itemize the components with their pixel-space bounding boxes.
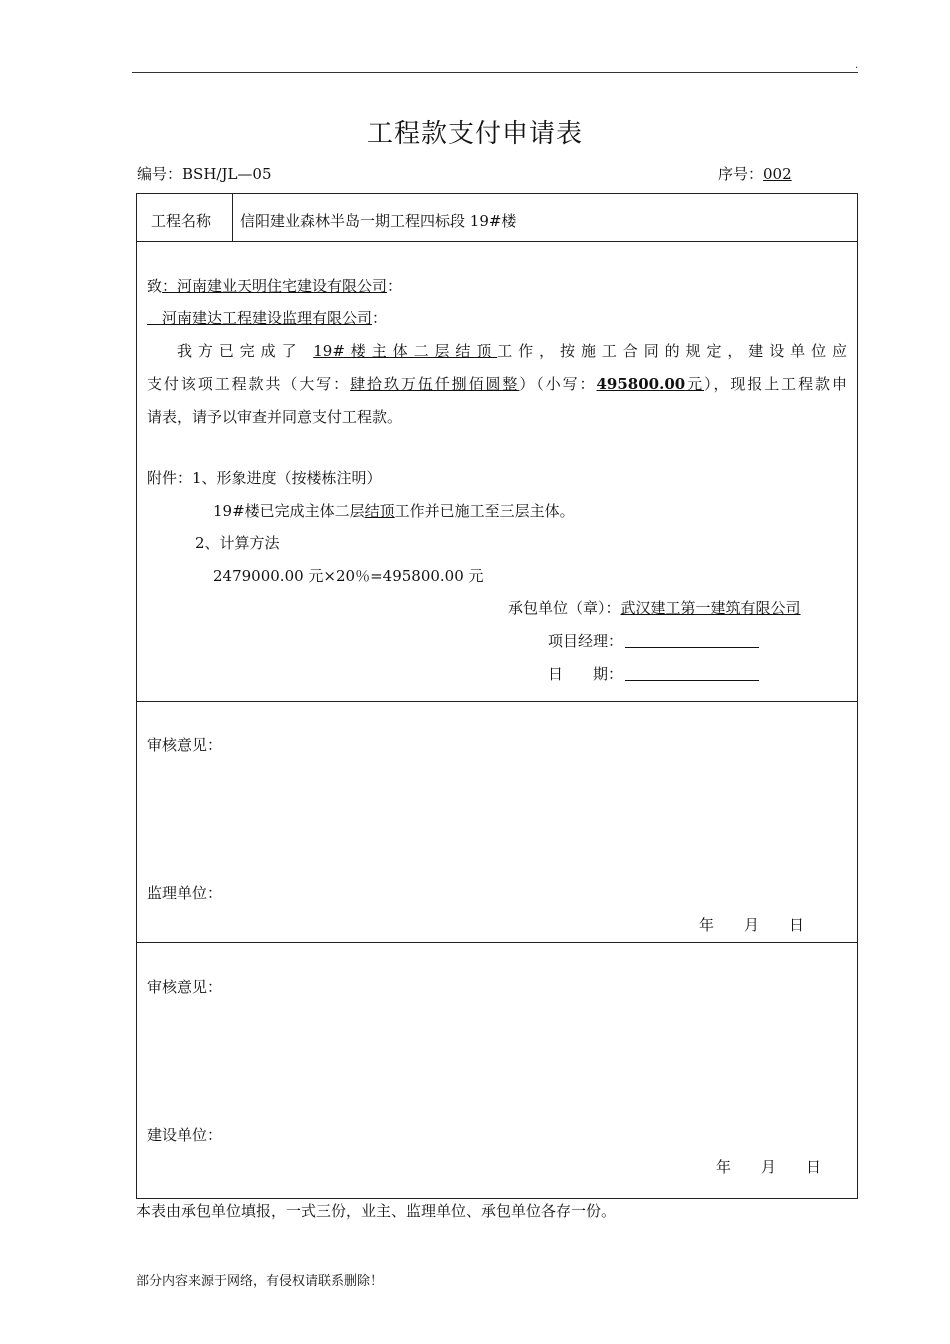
contractor-unit-value: 武汉建工第一建筑有限公司 bbox=[620, 599, 801, 617]
serial-number bbox=[718, 163, 792, 184]
request-text-e: ），现报上工程款申 bbox=[704, 375, 847, 393]
page-mark: . bbox=[855, 60, 859, 71]
amount-in-words: 肆拾玖万伍仟捌佰圆整 bbox=[350, 375, 520, 393]
completed-work: 19#楼主体二层结顶 bbox=[313, 342, 498, 360]
project-manager bbox=[548, 630, 759, 651]
supervisor-review-label: 审核意见： bbox=[147, 736, 223, 754]
supervisor-unit-label: 监理单位： bbox=[147, 884, 223, 902]
contractor-date-blank[interactable] bbox=[625, 666, 759, 681]
project-manager-label: 项目经理： bbox=[548, 632, 624, 650]
calculation-heading: 2、计算方法 bbox=[195, 534, 280, 552]
progress-text-underlined: 结顶 bbox=[364, 502, 395, 520]
form-code-label: 编号： bbox=[137, 165, 183, 183]
progress-text-a: 19#楼已完成主体二层 bbox=[213, 502, 365, 520]
supervisor-date: 年 月 日 bbox=[699, 916, 805, 934]
owner-unit-label: 建设单位： bbox=[147, 1126, 223, 1144]
contractor-date-label: 日 期： bbox=[548, 665, 624, 683]
amount-unit: 元 bbox=[685, 375, 705, 393]
disclaimer-footer: 部分内容来源于网络，有侵权请联系删除！ bbox=[136, 1274, 384, 1289]
request-paragraph-line-1 bbox=[177, 340, 847, 361]
owner-review-label: 审核意见： bbox=[147, 978, 223, 996]
request-text-d: ）（小写： bbox=[519, 375, 597, 393]
serial-number-value: 002 bbox=[763, 165, 792, 183]
request-paragraph-line-2 bbox=[147, 373, 847, 394]
progress-description bbox=[213, 500, 575, 521]
owner-date: 年 月 日 bbox=[716, 1158, 822, 1176]
calculation-formula: 2479000.00 元×20％=495800.00 元 bbox=[213, 567, 484, 585]
form-title: 工程款支付申请表 bbox=[366, 119, 583, 149]
row-divider-2 bbox=[137, 701, 857, 702]
progress-text-b: 工作并已施工至三层主体。 bbox=[394, 502, 575, 520]
form-code bbox=[137, 163, 272, 184]
addressee-supervisor bbox=[147, 309, 372, 327]
contractor-date bbox=[548, 663, 759, 684]
header-rule bbox=[132, 72, 858, 73]
project-manager-blank[interactable] bbox=[625, 633, 759, 648]
form-note: 本表由承包单位填报，一式三份，业主、监理单位、承包单位各存一份。 bbox=[136, 1202, 617, 1220]
addressee-owner-suffix: ： bbox=[387, 277, 403, 295]
request-text-c: 支付该项工程款共（大写： bbox=[147, 375, 351, 393]
attachments-heading: 附件：1、形象进度（按楼栋注明） bbox=[147, 469, 382, 487]
addressee-supervisor-name: 河南建达工程建设监理有限公司 bbox=[162, 309, 373, 327]
serial-number-label: 序号： bbox=[718, 165, 764, 183]
addressee-owner: ：河南建业天明住宅建设有限公司 bbox=[162, 277, 388, 295]
addressee-line-2 bbox=[147, 307, 387, 328]
request-text-a: 我方已完成了 bbox=[177, 342, 303, 360]
contractor-unit bbox=[508, 597, 801, 618]
row-divider-1 bbox=[137, 241, 857, 242]
addressee-line-1 bbox=[147, 275, 402, 296]
addressee-supervisor-suffix: ： bbox=[372, 309, 388, 327]
row-divider-3 bbox=[137, 942, 857, 943]
request-paragraph-line-3: 请表，请予以审查并同意支付工程款。 bbox=[147, 408, 403, 426]
project-name-label: 工程名称 bbox=[151, 212, 212, 230]
project-divider bbox=[232, 194, 233, 241]
contractor-unit-label: 承包单位（章）： bbox=[508, 599, 621, 617]
addressee-prefix: 致 bbox=[147, 277, 163, 295]
project-name-value: 信阳建业森林半岛一期工程四标段 19#楼 bbox=[240, 212, 517, 230]
form-code-value: BSH/JL—05 bbox=[182, 165, 272, 183]
form-table bbox=[136, 193, 858, 1199]
amount-in-figures: 495800.00 bbox=[596, 375, 686, 393]
request-text-b: 工作，按施工合同的规定，建设单位应 bbox=[497, 342, 847, 360]
